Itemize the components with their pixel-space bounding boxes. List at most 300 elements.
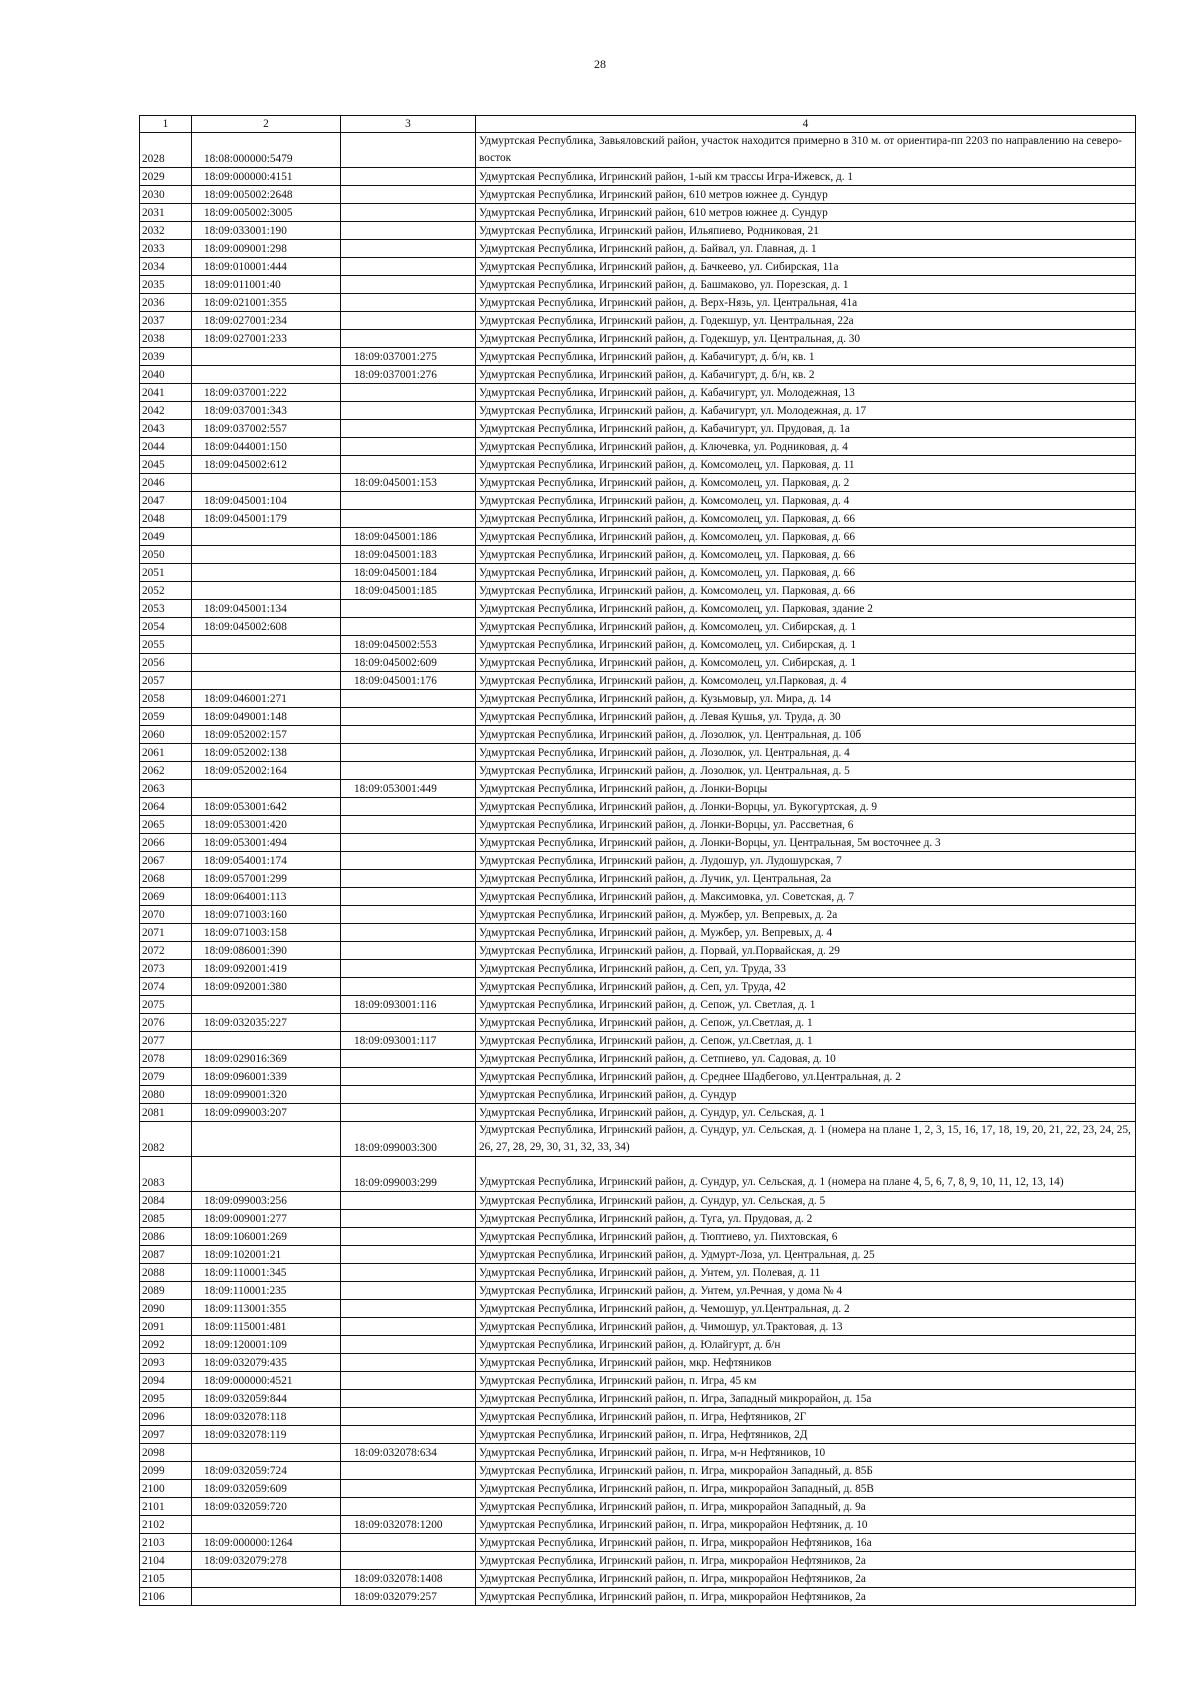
cadastral-number-cell (192, 780, 341, 798)
row-number-cell: 2084 (140, 1192, 192, 1210)
cadastral-number-cell: 18:09:044001:150 (192, 438, 341, 456)
table-row (140, 1444, 1136, 1462)
address-cell: Удмуртская Республика, Игринский район, д. Левая Кушья, ул. Труда, д. 30 (476, 708, 1136, 726)
row-number-cell: 2104 (140, 1552, 192, 1570)
address-cell: Удмуртская Республика, Игринский район, д. Комсомолец, ул. Парковая, д. 66 (476, 582, 1136, 600)
cadastral-number-alt-cell (341, 1086, 476, 1104)
cadastral-number-alt-cell (341, 1534, 476, 1552)
row-number-cell: 2037 (140, 312, 192, 330)
cadastral-number-cell: 18:09:032059:724 (192, 1462, 341, 1480)
address-cell: Удмуртская Республика, Игринский район, п. Игра, м-н Нефтяников, 10 (476, 1444, 1136, 1462)
table-row (140, 510, 1136, 528)
table-row (140, 294, 1136, 312)
address-cell: Удмуртская Республика, Игринский район, д. Максимовка, ул. Советская, д. 7 (476, 888, 1136, 906)
address-cell: Удмуртская Республика, Игринский район, д. Комсомолец, ул. Парковая, здание 2 (476, 600, 1136, 618)
table-row (140, 240, 1136, 258)
row-number-cell: 2074 (140, 978, 192, 996)
cadastral-number-alt-cell (341, 1336, 476, 1354)
row-number-cell: 2085 (140, 1210, 192, 1228)
address-cell: Удмуртская Республика, Игринский район, д. Лонки-Ворцы, ул. Вукогуртская, д. 9 (476, 798, 1136, 816)
table-row (140, 960, 1136, 978)
row-number-cell: 2031 (140, 204, 192, 222)
cadastral-number-cell: 18:09:027001:233 (192, 330, 341, 348)
cadastral-number-alt-cell (341, 1246, 476, 1264)
cadastral-number-alt-cell (341, 906, 476, 924)
row-number-cell: 2041 (140, 384, 192, 402)
row-number-cell: 2043 (140, 420, 192, 438)
cadastral-number-alt-cell: 18:09:032079:257 (341, 1588, 476, 1606)
cadastral-number-cell: 18:09:064001:113 (192, 888, 341, 906)
table-row (140, 1157, 1136, 1192)
cadastral-number-alt-cell (341, 438, 476, 456)
cadastral-number-alt-cell: 18:09:093001:116 (341, 996, 476, 1014)
table-row (140, 133, 1136, 168)
cadastral-number-cell: 18:09:052002:164 (192, 762, 341, 780)
row-number-cell: 2095 (140, 1390, 192, 1408)
cadastral-number-cell: 18:09:032059:844 (192, 1390, 341, 1408)
cadastral-number-alt-cell (341, 168, 476, 186)
row-number-cell: 2080 (140, 1086, 192, 1104)
table-row (140, 1372, 1136, 1390)
table-row (140, 1246, 1136, 1264)
cadastral-number-alt-cell (341, 708, 476, 726)
cadastral-number-alt-cell: 18:09:045001:184 (341, 564, 476, 582)
table-row (140, 1516, 1136, 1534)
address-cell: Удмуртская Республика, Игринский район, д. Сепож, ул.Светлая, д. 1 (476, 1014, 1136, 1032)
cadastral-number-alt-cell (341, 618, 476, 636)
table-row (140, 1264, 1136, 1282)
cadastral-number-alt-cell (341, 420, 476, 438)
address-cell: Удмуртская Республика, Завьяловский район, участок находится примерно в 310 м. от ориентира-пп 2203 по направлению на северо-восток (476, 133, 1136, 168)
cadastral-number-alt-cell (341, 312, 476, 330)
address-cell: Удмуртская Республика, Игринский район, п. Игра, микрорайон Нефтяников, 2а (476, 1588, 1136, 1606)
row-number-cell: 2058 (140, 690, 192, 708)
address-cell: Удмуртская Республика, Игринский район, д. Байвал, ул. Главная, д. 1 (476, 240, 1136, 258)
row-number-cell: 2047 (140, 492, 192, 510)
table-row (140, 978, 1136, 996)
cadastral-number-alt-cell (341, 1282, 476, 1300)
address-cell: Удмуртская Республика, Игринский район, д. Кабачигурт, ул. Молодежная, 13 (476, 384, 1136, 402)
cadastral-number-alt-cell (341, 276, 476, 294)
address-cell: Удмуртская Республика, Игринский район, д. Кабачигурт, д. б/н, кв. 2 (476, 366, 1136, 384)
cadastral-number-alt-cell (341, 1050, 476, 1068)
address-cell: Удмуртская Республика, Игринский район, д. Тюптиево, ул. Пихтовская, 6 (476, 1228, 1136, 1246)
address-cell: Удмуртская Республика, Игринский район, д. Комсомолец, ул. Сибирская, д. 1 (476, 618, 1136, 636)
row-number-cell: 2062 (140, 762, 192, 780)
cadastral-number-cell: 18:09:029016:369 (192, 1050, 341, 1068)
cadastral-number-alt-cell (341, 816, 476, 834)
row-number-cell: 2032 (140, 222, 192, 240)
table-row (140, 420, 1136, 438)
row-number-cell: 2039 (140, 348, 192, 366)
row-number-cell: 2088 (140, 1264, 192, 1282)
cadastral-number-cell: 18:09:053001:420 (192, 816, 341, 834)
address-cell: Удмуртская Республика, Игринский район, д. Сеп, ул. Труда, 42 (476, 978, 1136, 996)
cadastral-number-alt-cell (341, 1462, 476, 1480)
table-row (140, 816, 1136, 834)
table-row (140, 708, 1136, 726)
table-row (140, 1300, 1136, 1318)
cadastral-number-cell: 18:09:046001:271 (192, 690, 341, 708)
table-row (140, 744, 1136, 762)
cadastral-number-alt-cell: 18:09:037001:276 (341, 366, 476, 384)
table-row (140, 762, 1136, 780)
address-cell: Удмуртская Республика, Игринский район, п. Игра, Западный микрорайон, д. 15а (476, 1390, 1136, 1408)
table-row (140, 492, 1136, 510)
table-row (140, 582, 1136, 600)
address-cell: Удмуртская Республика, Игринский район, д. Верх-Нязь, ул. Центральная, 41а (476, 294, 1136, 312)
row-number-cell: 2033 (140, 240, 192, 258)
cadastral-number-cell: 18:09:086001:390 (192, 942, 341, 960)
row-number-cell: 2099 (140, 1462, 192, 1480)
address-cell: Удмуртская Республика, Игринский район, д. Мужбер, ул. Вепревых, д. 2а (476, 906, 1136, 924)
address-cell: Удмуртская Республика, Игринский район, д. Лонки-Ворцы (476, 780, 1136, 798)
cadastral-number-alt-cell (341, 744, 476, 762)
cadastral-number-alt-cell (341, 258, 476, 276)
cadastral-number-alt-cell (341, 1300, 476, 1318)
address-cell: Удмуртская Республика, Игринский район, д. Удмурт-Лоза, ул. Центральная, д. 25 (476, 1246, 1136, 1264)
table-row (140, 1282, 1136, 1300)
table-row (140, 1104, 1136, 1122)
table-row (140, 672, 1136, 690)
cadastral-number-cell: 18:09:005002:2648 (192, 186, 341, 204)
table-row (140, 690, 1136, 708)
cadastral-number-alt-cell: 18:09:045002:553 (341, 636, 476, 654)
table-row (140, 1408, 1136, 1426)
table-row (140, 870, 1136, 888)
cadastral-number-alt-cell (341, 1498, 476, 1516)
cadastral-number-alt-cell (341, 1264, 476, 1282)
cadastral-number-cell: 18:09:096001:339 (192, 1068, 341, 1086)
table-body (140, 133, 1136, 1606)
row-number-cell: 2094 (140, 1372, 192, 1390)
row-number-cell: 2105 (140, 1570, 192, 1588)
address-cell: Удмуртская Республика, Игринский район, д. Кабачигурт, ул. Прудовая, д. 1а (476, 420, 1136, 438)
table-row (140, 1390, 1136, 1408)
address-cell: Удмуртская Республика, Игринский район, д. Бачкеево, ул. Сибирская, 11а (476, 258, 1136, 276)
address-cell: Удмуртская Республика, Игринский район, д. Комсомолец, ул. Парковая, д. 4 (476, 492, 1136, 510)
address-cell: Удмуртская Республика, Игринский район, д. Комсомолец, ул. Парковая, д. 66 (476, 546, 1136, 564)
column-header: 4 (476, 116, 1136, 133)
row-number-cell: 2089 (140, 1282, 192, 1300)
table-row (140, 1122, 1136, 1157)
cadastral-number-cell (192, 996, 341, 1014)
address-cell: Удмуртская Республика, Игринский район, д. Комсомолец, ул. Парковая, д. 11 (476, 456, 1136, 474)
table-row (140, 222, 1136, 240)
table-row (140, 1426, 1136, 1444)
cadastral-number-cell: 18:09:053001:642 (192, 798, 341, 816)
cadastral-number-cell (192, 672, 341, 690)
address-cell: Удмуртская Республика, Игринский район, Ильяпиево, Родниковая, 21 (476, 222, 1136, 240)
address-cell: Удмуртская Республика, Игринский район, д. Годекшур, ул. Центральная, д. 30 (476, 330, 1136, 348)
cadastral-number-alt-cell (341, 330, 476, 348)
cadastral-number-cell (192, 528, 341, 546)
cadastral-number-alt-cell (341, 1228, 476, 1246)
row-number-cell: 2106 (140, 1588, 192, 1606)
cadastral-number-cell: 18:09:092001:380 (192, 978, 341, 996)
address-cell: Удмуртская Республика, Игринский район, д. Лозолюк, ул. Центральная, д. 10б (476, 726, 1136, 744)
row-number-cell: 2042 (140, 402, 192, 420)
address-cell: Удмуртская Республика, Игринский район, д. Сундур (476, 1086, 1136, 1104)
address-cell: Удмуртская Республика, Игринский район, д. Кабачигурт, д. б/н, кв. 1 (476, 348, 1136, 366)
cadastral-number-cell: 18:09:010001:444 (192, 258, 341, 276)
cadastral-number-cell (192, 546, 341, 564)
address-cell: Удмуртская Республика, Игринский район, д. Комсомолец, ул. Парковая, д. 2 (476, 474, 1136, 492)
row-number-cell: 2030 (140, 186, 192, 204)
row-number-cell: 2079 (140, 1068, 192, 1086)
address-cell: Удмуртская Республика, Игринский район, д. Комсомолец, ул. Парковая, д. 66 (476, 528, 1136, 546)
cadastral-number-cell (192, 1157, 341, 1192)
cadastral-number-cell: 18:09:009001:298 (192, 240, 341, 258)
address-cell: Удмуртская Республика, Игринский район, п. Игра, микрорайон Нефтяников, 2а (476, 1552, 1136, 1570)
cadastral-number-alt-cell (341, 456, 476, 474)
address-cell: Удмуртская Республика, Игринский район, д. Унтем, ул. Полевая, д. 11 (476, 1264, 1136, 1282)
table-row (140, 168, 1136, 186)
cadastral-number-cell: 18:09:115001:481 (192, 1318, 341, 1336)
table-row (140, 528, 1136, 546)
table-row (140, 276, 1136, 294)
cadastral-number-cell: 18:09:110001:345 (192, 1264, 341, 1282)
table-row (140, 384, 1136, 402)
row-number-cell: 2067 (140, 852, 192, 870)
address-cell: Удмуртская Республика, Игринский район, д. Лучик, ул. Центральная, 2а (476, 870, 1136, 888)
cadastral-number-cell (192, 582, 341, 600)
row-number-cell: 2064 (140, 798, 192, 816)
address-cell: Удмуртская Республика, Игринский район, д. Кабачигурт, ул. Молодежная, д. 17 (476, 402, 1136, 420)
cadastral-number-alt-cell (341, 384, 476, 402)
cadastral-number-cell: 18:09:113001:355 (192, 1300, 341, 1318)
cadastral-number-alt-cell (341, 888, 476, 906)
table-row (140, 258, 1136, 276)
address-cell: Удмуртская Республика, Игринский район, д. Чимошур, ул.Трактовая, д. 13 (476, 1318, 1136, 1336)
row-number-cell: 2044 (140, 438, 192, 456)
cadastral-number-alt-cell (341, 510, 476, 528)
address-cell: Удмуртская Республика, Игринский район, д. Мужбер, ул. Вепревых, д. 4 (476, 924, 1136, 942)
column-header: 1 (140, 116, 192, 133)
cadastral-number-alt-cell: 18:09:045001:185 (341, 582, 476, 600)
table-row (140, 726, 1136, 744)
cadastral-number-cell: 18:09:000000:4521 (192, 1372, 341, 1390)
table-row (140, 906, 1136, 924)
cadastral-number-cell: 18:09:045001:104 (192, 492, 341, 510)
row-number-cell: 2055 (140, 636, 192, 654)
cadastral-number-cell: 18:09:052002:138 (192, 744, 341, 762)
row-number-cell: 2093 (140, 1354, 192, 1372)
cadastral-number-cell (192, 636, 341, 654)
cadastral-number-cell: 18:09:099003:256 (192, 1192, 341, 1210)
cadastral-number-cell: 18:09:099001:320 (192, 1086, 341, 1104)
cadastral-number-alt-cell (341, 1372, 476, 1390)
cadastral-number-cell (192, 1588, 341, 1606)
table-row (140, 1354, 1136, 1372)
cadastral-number-cell: 18:09:037001:343 (192, 402, 341, 420)
address-cell: Удмуртская Республика, Игринский район, д. Комсомолец, ул.Парковая, д. 4 (476, 672, 1136, 690)
address-cell: Удмуртская Республика, Игринский район, д. Лозолюк, ул. Центральная, д. 5 (476, 762, 1136, 780)
table-row (140, 1336, 1136, 1354)
cadastral-number-alt-cell (341, 402, 476, 420)
table-row (140, 438, 1136, 456)
cadastral-number-alt-cell (341, 204, 476, 222)
address-cell: Удмуртская Республика, Игринский район, д. Унтем, ул.Речная, у дома № 4 (476, 1282, 1136, 1300)
table-row (140, 456, 1136, 474)
cadastral-number-alt-cell: 18:09:099003:299 (341, 1157, 476, 1192)
row-number-cell: 2070 (140, 906, 192, 924)
cadastral-number-cell: 18:09:071003:160 (192, 906, 341, 924)
cadastral-number-alt-cell (341, 924, 476, 942)
cadastral-number-alt-cell (341, 870, 476, 888)
row-number-cell: 2061 (140, 744, 192, 762)
table-row (140, 780, 1136, 798)
address-cell: Удмуртская Республика, Игринский район, д. Чемошур, ул.Центральная, д. 2 (476, 1300, 1136, 1318)
table-row (140, 924, 1136, 942)
page-number: 28 (594, 57, 606, 71)
cadastral-number-alt-cell (341, 240, 476, 258)
cadastral-number-alt-cell (341, 294, 476, 312)
table-row (140, 312, 1136, 330)
row-number-cell: 2087 (140, 1246, 192, 1264)
address-cell: Удмуртская Республика, Игринский район, п. Игра, микрорайон Западный, д. 85В (476, 1480, 1136, 1498)
row-number-cell: 2100 (140, 1480, 192, 1498)
cadastral-number-cell: 18:09:110001:235 (192, 1282, 341, 1300)
row-number-cell: 2048 (140, 510, 192, 528)
cadastral-number-cell: 18:09:037001:222 (192, 384, 341, 402)
row-number-cell: 2076 (140, 1014, 192, 1032)
cadastral-number-alt-cell (341, 834, 476, 852)
table-row (140, 564, 1136, 582)
row-number-cell: 2097 (140, 1426, 192, 1444)
cadastral-number-cell: 18:09:032059:720 (192, 1498, 341, 1516)
address-cell: Удмуртская Республика, Игринский район, д. Лудошур, ул. Лудошурская, 7 (476, 852, 1136, 870)
address-cell: Удмуртская Республика, Игринский район, д. Юлайгурт, д. б/н (476, 1336, 1136, 1354)
cadastral-number-cell: 18:09:021001:355 (192, 294, 341, 312)
address-cell: Удмуртская Республика, Игринский район, д. Ключевка, ул. Родниковая, д. 4 (476, 438, 1136, 456)
table-row (140, 600, 1136, 618)
cadastral-number-alt-cell (341, 960, 476, 978)
cadastral-number-cell: 18:09:045002:608 (192, 618, 341, 636)
cadastral-number-cell: 18:09:053001:494 (192, 834, 341, 852)
row-number-cell: 2046 (140, 474, 192, 492)
row-number-cell: 2077 (140, 1032, 192, 1050)
table-row (140, 942, 1136, 960)
cadastral-number-alt-cell (341, 186, 476, 204)
row-number-cell: 2063 (140, 780, 192, 798)
address-cell: Удмуртская Республика, Игринский район, д. Кузьмовыр, ул. Мира, д. 14 (476, 690, 1136, 708)
cadastral-number-cell: 18:09:120001:109 (192, 1336, 341, 1354)
cadastral-number-alt-cell: 18:09:045002:609 (341, 654, 476, 672)
cadastral-number-alt-cell: 18:09:045001:176 (341, 672, 476, 690)
address-cell: Удмуртская Республика, Игринский район, д. Комсомолец, ул. Парковая, д. 66 (476, 564, 1136, 582)
row-number-cell: 2054 (140, 618, 192, 636)
cadastral-number-cell: 18:09:049001:148 (192, 708, 341, 726)
table-row (140, 366, 1136, 384)
cadastral-number-cell: 18:09:099003:207 (192, 1104, 341, 1122)
row-number-cell: 2102 (140, 1516, 192, 1534)
cadastral-number-alt-cell (341, 222, 476, 240)
row-number-cell: 2051 (140, 564, 192, 582)
cadastral-number-cell: 18:09:045001:179 (192, 510, 341, 528)
cadastral-number-alt-cell (341, 762, 476, 780)
cadastral-number-alt-cell (341, 690, 476, 708)
cadastral-number-cell: 18:09:052002:157 (192, 726, 341, 744)
cadastral-number-alt-cell (341, 1210, 476, 1228)
row-number-cell: 2045 (140, 456, 192, 474)
address-cell: Удмуртская Республика, Игринский район, д. Комсомолец, ул. Парковая, д. 66 (476, 510, 1136, 528)
row-number-cell: 2098 (140, 1444, 192, 1462)
table-row (140, 996, 1136, 1014)
cadastral-number-cell: 18:09:009001:277 (192, 1210, 341, 1228)
table-row (140, 1068, 1136, 1086)
table-row (140, 1210, 1136, 1228)
cadastral-number-cell: 18:09:102001:21 (192, 1246, 341, 1264)
row-number-cell: 2035 (140, 276, 192, 294)
cadastral-number-alt-cell (341, 726, 476, 744)
row-number-cell: 2101 (140, 1498, 192, 1516)
cadastral-number-alt-cell: 18:09:093001:117 (341, 1032, 476, 1050)
table-row (140, 402, 1136, 420)
cadastral-number-cell (192, 1444, 341, 1462)
cadastral-number-cell: 18:09:045001:134 (192, 600, 341, 618)
cadastral-number-alt-cell (341, 492, 476, 510)
table-row (140, 1318, 1136, 1336)
table-row (140, 186, 1136, 204)
row-number-cell: 2038 (140, 330, 192, 348)
table-row (140, 1480, 1136, 1498)
cadastral-number-alt-cell: 18:09:045001:183 (341, 546, 476, 564)
row-number-cell: 2060 (140, 726, 192, 744)
address-cell: Удмуртская Республика, Игринский район, д. Среднее Шадбегово, ул.Центральная, д. 2 (476, 1068, 1136, 1086)
cadastral-number-alt-cell: 18:09:099003:300 (341, 1122, 476, 1157)
table-row (140, 1050, 1136, 1068)
row-number-cell: 2086 (140, 1228, 192, 1246)
address-cell: Удмуртская Республика, Игринский район, д. Сундур, ул. Сельская, д. 1 (476, 1104, 1136, 1122)
row-number-cell: 2052 (140, 582, 192, 600)
address-cell: Удмуртская Республика, Игринский район, д. Башмаково, ул. Порезская, д. 1 (476, 276, 1136, 294)
row-number-cell: 2090 (140, 1300, 192, 1318)
table-row (140, 1032, 1136, 1050)
row-number-cell: 2028 (140, 133, 192, 168)
cadastral-number-alt-cell (341, 1426, 476, 1444)
row-number-cell: 2081 (140, 1104, 192, 1122)
row-number-cell: 2069 (140, 888, 192, 906)
cadastral-number-cell: 18:09:092001:419 (192, 960, 341, 978)
address-cell: Удмуртская Республика, Игринский район, мкр. Нефтяников (476, 1354, 1136, 1372)
table-row (140, 546, 1136, 564)
row-number-cell: 2091 (140, 1318, 192, 1336)
cadastral-number-cell: 18:09:011001:40 (192, 276, 341, 294)
row-number-cell: 2034 (140, 258, 192, 276)
table-row (140, 1498, 1136, 1516)
address-cell: Удмуртская Республика, Игринский район, д. Лонки-Ворцы, ул. Рассветная, 6 (476, 816, 1136, 834)
address-cell: Удмуртская Республика, Игринский район, д. Сепож, ул.Светлая, д. 1 (476, 1032, 1136, 1050)
cadastral-number-alt-cell (341, 133, 476, 168)
address-cell: Удмуртская Республика, Игринский район, д. Сепож, ул. Светлая, д. 1 (476, 996, 1136, 1014)
cadastral-number-alt-cell (341, 1318, 476, 1336)
address-cell: Удмуртская Республика, Игринский район, д. Сетпиево, ул. Садовая, д. 10 (476, 1050, 1136, 1068)
cadastral-number-alt-cell (341, 942, 476, 960)
table-row (140, 834, 1136, 852)
address-cell: Удмуртская Республика, Игринский район, д. Лонки-Ворцы, ул. Центральная, 5м восточнее д. 3 (476, 834, 1136, 852)
address-cell: Удмуртская Республика, Игринский район, п. Игра, микрорайон Нефтяников, 16а (476, 1534, 1136, 1552)
table-row (140, 654, 1136, 672)
cadastral-number-alt-cell (341, 1068, 476, 1086)
cadastral-number-cell (192, 564, 341, 582)
address-cell: Удмуртская Республика, Игринский район, 1-ый км трассы Игра-Ижевск, д. 1 (476, 168, 1136, 186)
table-row (140, 1086, 1136, 1104)
table-row (140, 1552, 1136, 1570)
row-number-cell: 2078 (140, 1050, 192, 1068)
address-cell: Удмуртская Республика, Игринский район, п. Игра, микрорайон Западный, д. 9а (476, 1498, 1136, 1516)
cadastral-number-cell: 18:09:032078:118 (192, 1408, 341, 1426)
